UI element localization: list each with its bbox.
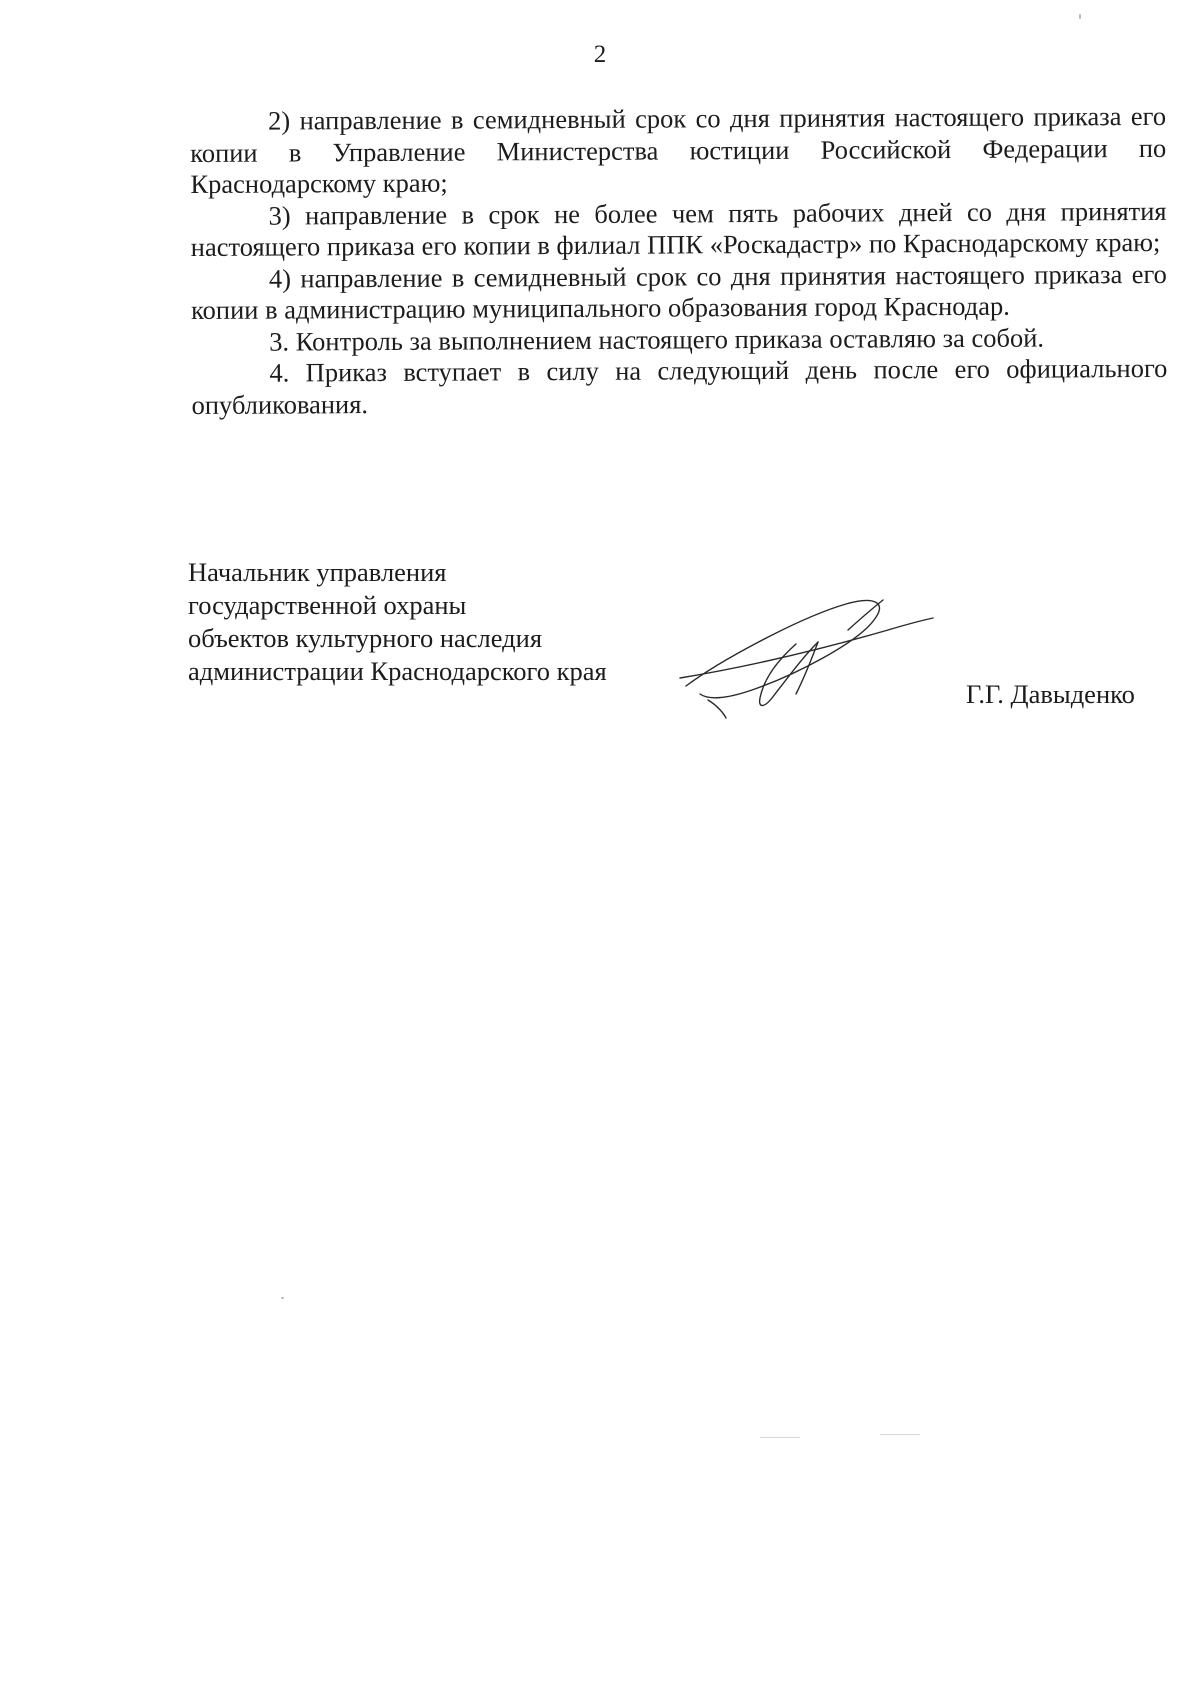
document-body <box>190 101 1168 421</box>
paragraph-control-clause: 3. Контроль за выполнением настоящего приказа оставляю за собой. <box>269 322 1045 357</box>
scan-speck <box>281 1297 284 1299</box>
signer-name: Г.Г. Давыденко <box>966 679 1135 709</box>
position-line: администрации Краснодарского края <box>188 656 607 686</box>
position-line: объектов культурного наследия <box>188 623 543 653</box>
paragraph-effective-clause: 4. Приказ вступает в силу на следующий день после его официального опубликования. <box>191 352 1168 420</box>
signature-block <box>188 556 1188 726</box>
page-number: 2 <box>593 41 607 68</box>
position-line: Начальник управления <box>188 557 447 587</box>
paragraph-item-4: 4) направление в семидневный срок со дня принятия настоящего приказа его копии в администрацию муниципального образования город Краснодар. <box>190 258 1167 325</box>
handwritten-signature <box>678 590 938 720</box>
scan-speck <box>1079 14 1081 19</box>
scan-speck <box>880 1434 920 1435</box>
signer-position <box>188 556 607 688</box>
position-line: государственной охраны <box>188 590 467 620</box>
scan-speck <box>760 1437 800 1438</box>
paragraph-item-3: 3) направление в срок не более чем пять рабочих дней со дня принятия настоящего приказа его копии в филиал ППК «Роскадастр» по Краснодарскому краю; <box>190 195 1167 262</box>
paragraph-item-2: 2) направление в семидневный срок со дня принятия настоящего приказа его копии в Управление Министерства юстиции Российской Федерации по Краснодарскому краю; <box>190 100 1167 199</box>
